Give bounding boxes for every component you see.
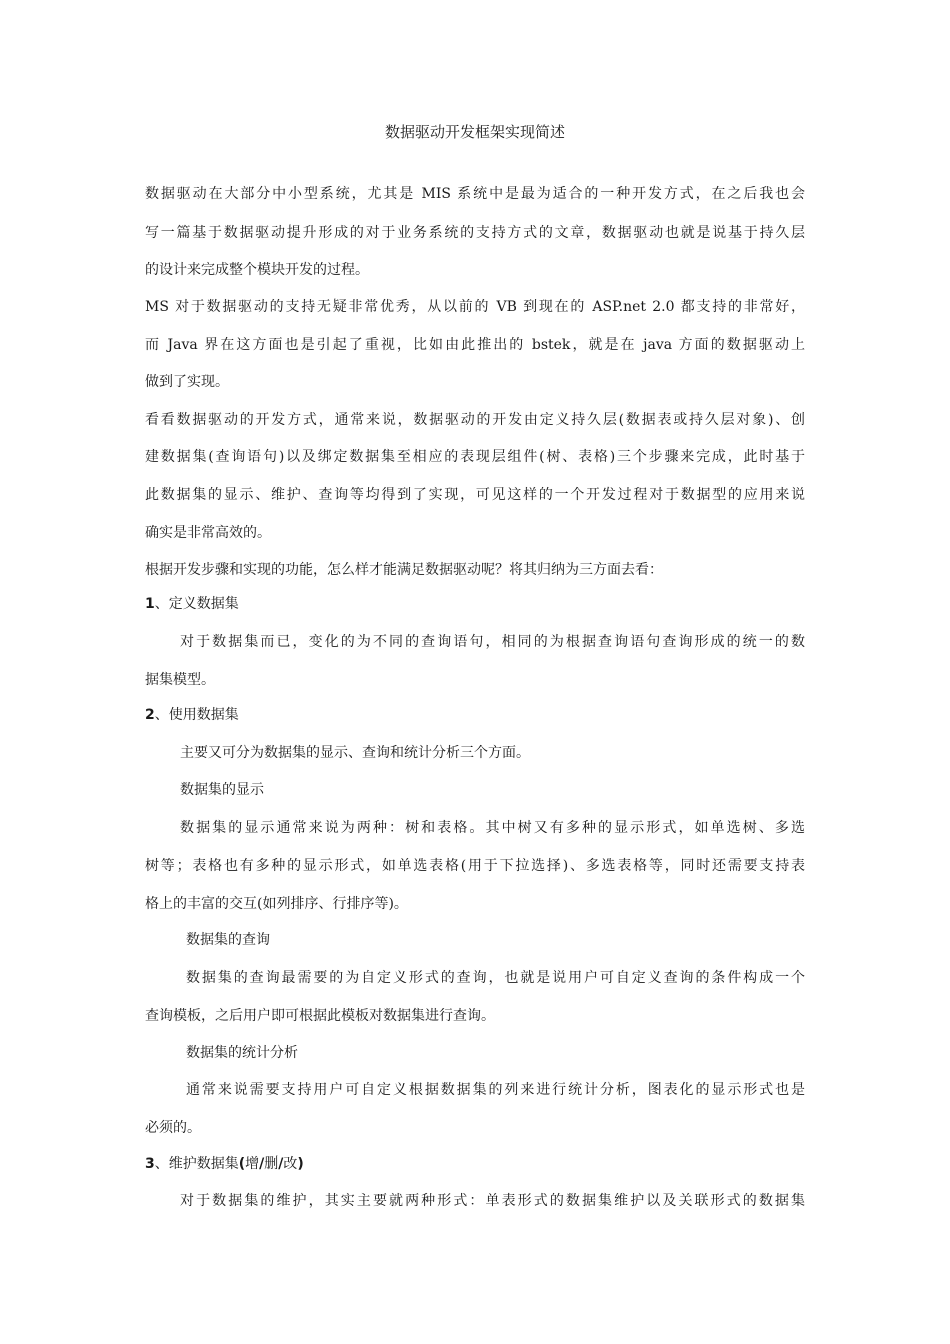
subsection-stats-line-1: 通常来说需要支持用户可自定义根据数据集的列来进行统计分析，图表化的显示形式也是 [186, 1082, 805, 1098]
section-3-paren-close: ) [297, 1156, 304, 1172]
subsection-display-line-3: 格上的丰富的交互(如列排序、行排序等)。 [145, 896, 408, 912]
section-3-heading [145, 1153, 304, 1175]
subsection-stats-heading: 数据集的统计分析 [186, 1045, 298, 1061]
section-1-title: 定义数据集 [168, 596, 239, 612]
paragraph-4: 根据开发步骤和实现的功能，怎么样才能满足数据驱动呢？将其归纳为三方面去看： [145, 562, 663, 578]
subsection-query-line-1: 数据集的查询最需要的为自定义形式的查询，也就是说用户可自定义查询的条件构成一个 [186, 970, 805, 986]
section-1-body-line-2: 据集模型。 [145, 672, 215, 688]
paragraph-2-line-1: MS 对于数据驱动的支持无疑非常优秀，从以前的 VB 到现在的 ASP.net 2.0 都支持的非常好， [145, 299, 805, 315]
section-3-delete: 删 [264, 1156, 279, 1172]
section-3-title: 维护数据集 [168, 1156, 239, 1172]
section-2-title: 使用数据集 [168, 707, 239, 723]
section-3-slash-2: / [278, 1156, 284, 1172]
paragraph-3-line-3: 此数据集的显示、维护、查询等均得到了实现，可见这样的一个开发过程对于数据型的应用来说 [145, 487, 805, 503]
section-1-separator: 、 [154, 596, 169, 612]
subsection-query-line-2: 查询模板，之后用户即可根据此模板对数据集进行查询。 [145, 1008, 495, 1024]
paragraph-3-line-2: 建数据集(查询语句)以及绑定数据集至相应的表现层组件(树、表格)三个步骤来完成，此时基于 [145, 449, 805, 465]
section-3-add: 增 [245, 1156, 260, 1172]
paragraph-2-line-3: 做到了实现。 [145, 374, 229, 390]
section-2-separator: 、 [154, 707, 169, 723]
section-3-separator: 、 [154, 1156, 169, 1172]
section-2-heading [145, 704, 239, 726]
paragraph-2-line-2: 而 Java 界在这方面也是引起了重视，比如由此推出的 bstek，就是在 java 方面的数据驱动上 [145, 337, 805, 353]
section-1-heading [145, 593, 239, 615]
section-3-number: 3 [145, 1156, 155, 1172]
subsection-display-line-1: 数据集的显示通常来说为两种：树和表格。其中树又有多种的显示形式，如单选树、多选 [180, 820, 805, 836]
section-3-body-line-1: 对于数据集的维护，其实主要就两种形式：单表形式的数据集维护以及关联形式的数据集 [180, 1193, 805, 1209]
section-1-body-line-1: 对于数据集而已，变化的为不同的查询语句，相同的为根据查询语句查询形成的统一的数 [180, 634, 805, 650]
document-title: 数据驱动开发框架实现简述 [384, 123, 565, 141]
section-1-number: 1 [145, 596, 155, 612]
section-3-slash-1: / [259, 1156, 265, 1172]
section-3-paren-open: ( [238, 1156, 246, 1172]
paragraph-1-line-2: 写一篇基于数据驱动提升形成的对于业务系统的支持方式的文章，数据驱动也就是说基于持久层 [145, 225, 805, 241]
paragraph-1-line-3: 的设计来完成整个模块开发的过程。 [145, 262, 369, 278]
section-2-number: 2 [145, 707, 155, 723]
subsection-stats-line-2: 必须的。 [145, 1120, 201, 1136]
paragraph-3-line-4: 确实是非常高效的。 [145, 525, 271, 541]
paragraph-1-line-1: 数据驱动在大部分中小型系统，尤其是 MIS 系统中是最为适合的一种开发方式，在之后我也会 [145, 186, 805, 202]
section-3-modify: 改 [283, 1156, 298, 1172]
subsection-display-line-2: 树等；表格也有多种的显示形式，如单选表格(用于下拉选择)、多选表格等，同时还需要支持表 [145, 858, 805, 874]
subsection-query-heading: 数据集的查询 [186, 932, 270, 948]
paragraph-3-line-1: 看看数据驱动的开发方式，通常来说，数据驱动的开发由定义持久层(数据表或持久层对象)、创 [145, 412, 805, 428]
subsection-display-heading: 数据集的显示 [180, 782, 264, 798]
section-2-intro: 主要又可分为数据集的显示、查询和统计分析三个方面。 [180, 745, 530, 761]
